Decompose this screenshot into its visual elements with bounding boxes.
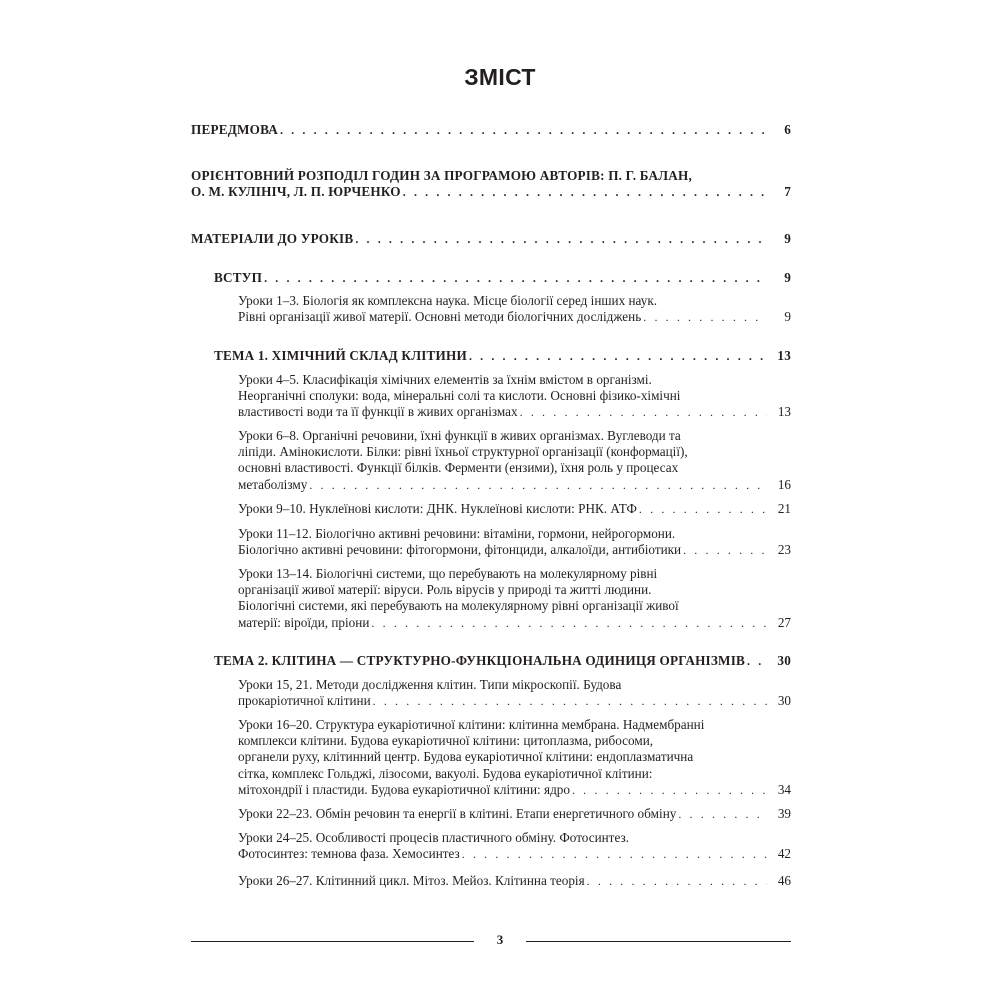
toc-entry-lessons-1-3[interactable] — [238, 293, 791, 325]
dot-leader — [572, 782, 767, 798]
toc-entry-text: Неорганічні сполуки: вода, мінеральні солі та кислоти. Основні фізико-хімічні — [238, 388, 681, 404]
toc-entry-text: ТЕМА 1. ХІМІЧНИЙ СКЛАД КЛІТИНИ — [214, 348, 467, 363]
toc-entry-text: Фотосинтез: темнова фаза. Хемосинтез — [238, 846, 460, 862]
dot-leader — [280, 122, 767, 138]
dot-leader — [264, 270, 767, 286]
toc-entry-text: Уроки 6–8. Органічні речовини, їхні функції в живих організмах. Вуглеводи та — [238, 428, 681, 443]
toc-entry-text: Уроки 13–14. Біологічні системи, що перебувають на молекулярному рівні — [238, 566, 658, 581]
toc-entry-topic-1[interactable] — [214, 348, 791, 364]
toc-entry-text: метаболізму — [238, 476, 308, 492]
toc-entry-lessons-24-25[interactable] — [238, 830, 791, 862]
toc-entry-topic-2[interactable] — [214, 653, 791, 669]
toc-page-number: 7 — [784, 184, 791, 200]
toc-entry-hours-distribution[interactable] — [191, 168, 791, 200]
toc-entry-text: властивості води та її функції в живих організмах — [238, 404, 518, 420]
toc-entry-text: Біологічно активні речовини: фітогормони, фітонциди, алкалоїди, антибіотики — [238, 542, 682, 558]
footer-rule-left — [191, 941, 474, 942]
dot-leader — [469, 348, 767, 364]
dot-leader — [373, 693, 767, 709]
toc-entry-text: сітка, комплекс Гольджі, лізосоми, вакуолі. Будова еукаріотичної клітини: — [238, 765, 653, 781]
toc-entry-text: МАТЕРІАЛИ ДО УРОКІВ — [191, 231, 354, 246]
toc-entry-introduction[interactable] — [214, 270, 791, 286]
toc-entry-lessons-11-12[interactable] — [238, 526, 791, 558]
toc-page-number: 16 — [777, 476, 791, 492]
page-title: ЗМІСТ — [464, 64, 536, 90]
toc-page-number: 30 — [777, 653, 791, 668]
toc-entry-text: Уроки 16–20. Структура еукаріотичної клітини: клітинна мембрана. Надмембранні — [238, 717, 705, 732]
toc-page-number: 34 — [777, 781, 791, 797]
dot-leader — [403, 184, 767, 200]
toc-page-number: 21 — [777, 501, 791, 516]
toc-entry-text: ВСТУП — [214, 270, 263, 285]
toc-page-number: 9 — [784, 231, 791, 246]
toc-page-number: 13 — [777, 348, 791, 363]
toc-entry-text: Уроки 24–25. Особливості процесів пластичного обміну. Фотосинтез. — [238, 830, 629, 845]
toc-page-number: 27 — [777, 614, 791, 630]
toc-entry-lessons-22-23[interactable] — [238, 806, 791, 822]
toc-entry-text: основні властивості. Функції білків. Ферменти (ензими), їхня роль у процесах — [238, 460, 679, 476]
dot-leader — [587, 873, 767, 889]
toc-entry-text: Уроки 11–12. Біологічно активні речовини: вітаміни, гормони, нейрогормони. — [238, 526, 676, 541]
toc-entry-preface[interactable] — [191, 122, 791, 138]
toc-entry-text: органели руху, клітинний центр. Будова еукаріотичної клітини: ендоплазматична — [238, 749, 694, 765]
toc-entry-text: Уроки 15, 21. Методи дослідження клітин. Типи мікроскопії. Будова — [238, 677, 622, 692]
toc-entry-text: Уроки 9–10. Нуклеїнові кислоти: ДНК. Нуклеїнові кислоти: РНК. АТФ — [238, 501, 637, 516]
toc-entry-text: ОРІЄНТОВНИЙ РОЗПОДІЛ ГОДИН ЗА ПРОГРАМОЮ АВТОРІВ: П. Г. БАЛАН, — [191, 168, 692, 183]
toc-page-number: 9 — [784, 309, 791, 325]
toc-entry-text: організації живої матерії: віруси. Роль вірусів у природі та житті людини. — [238, 582, 652, 598]
toc-entry-text: Уроки 1–3. Біологія як комплексна наука. Місце біології серед інших наук. — [238, 293, 658, 308]
toc-page-number: 42 — [777, 846, 791, 862]
dot-leader — [683, 542, 767, 558]
toc-page-number: 46 — [777, 873, 791, 888]
dot-leader — [678, 806, 767, 822]
toc-entry-lessons-16-20[interactable] — [238, 717, 791, 798]
toc-entry-text: Уроки 4–5. Класифікація хімічних елементів за їхнім вмістом в організмі. — [238, 372, 652, 387]
toc-entry-text: ліпіди. Амінокислоти. Білки: рівні їхньої структурної організації (конформації), — [238, 444, 688, 460]
toc-entry-lessons-13-14[interactable] — [238, 566, 791, 631]
toc-page-number: 23 — [777, 542, 791, 558]
dot-leader — [309, 477, 767, 493]
toc-page-number: 39 — [777, 806, 791, 821]
toc-entry-text: ПЕРЕДМОВА — [191, 122, 278, 137]
toc-page-number: 6 — [784, 122, 791, 137]
dot-leader — [520, 404, 767, 420]
dot-leader — [747, 653, 767, 669]
dot-leader — [643, 309, 767, 325]
toc-page-number: 30 — [777, 693, 791, 709]
toc-entry-text: ТЕМА 2. КЛІТИНА — СТРУКТУРНО-ФУНКЦІОНАЛЬНА ОДИНИЦЯ ОРГАНІЗМІВ — [214, 653, 746, 668]
toc-entry-lessons-6-8[interactable] — [238, 428, 791, 493]
toc-entry-lessons-4-5[interactable] — [238, 372, 791, 421]
dot-leader — [371, 615, 767, 631]
dot-leader — [462, 846, 767, 862]
toc-entry-text: комплекси клітини. Будова еукаріотичної клітини: цитоплазма, рибосоми, — [238, 733, 654, 749]
toc-entry-text: Рівні організації живої матерії. Основні методи біологічних досліджень — [238, 309, 642, 325]
toc-page-number: 9 — [784, 270, 791, 285]
toc-entry-lessons-9-10[interactable] — [238, 501, 791, 517]
toc-entry-text: О. М. КУЛІНІЧ, Л. П. ЮРЧЕНКО — [191, 184, 401, 200]
dot-leader — [355, 231, 767, 247]
page-number: 3 — [496, 932, 504, 947]
toc-entry-lessons-15-21[interactable] — [238, 677, 791, 709]
toc-entry-text: прокаріотичної клітини — [238, 693, 371, 709]
toc-page-number: 13 — [777, 404, 791, 420]
toc-entry-lesson-materials[interactable] — [191, 231, 791, 247]
toc-entry-text: матерії: віроїди, пріони — [238, 614, 370, 630]
footer-rule-right — [526, 941, 791, 942]
toc-entry-text: мітохондрії і пластиди. Будова еукаріотичної клітини: ядро — [238, 781, 570, 797]
dot-leader — [639, 501, 767, 517]
toc-entry-lessons-26-27[interactable] — [238, 873, 791, 889]
toc-entry-text: Уроки 26–27. Клітинний цикл. Мітоз. Мейоз. Клітинна теорія — [238, 873, 585, 888]
toc-entry-text: Уроки 22–23. Обмін речовин та енергії в клітині. Етапи енергетичного обміну — [238, 806, 677, 821]
toc-entry-text: Біологічні системи, які перебувають на молекулярному рівні організації живої — [238, 598, 679, 614]
